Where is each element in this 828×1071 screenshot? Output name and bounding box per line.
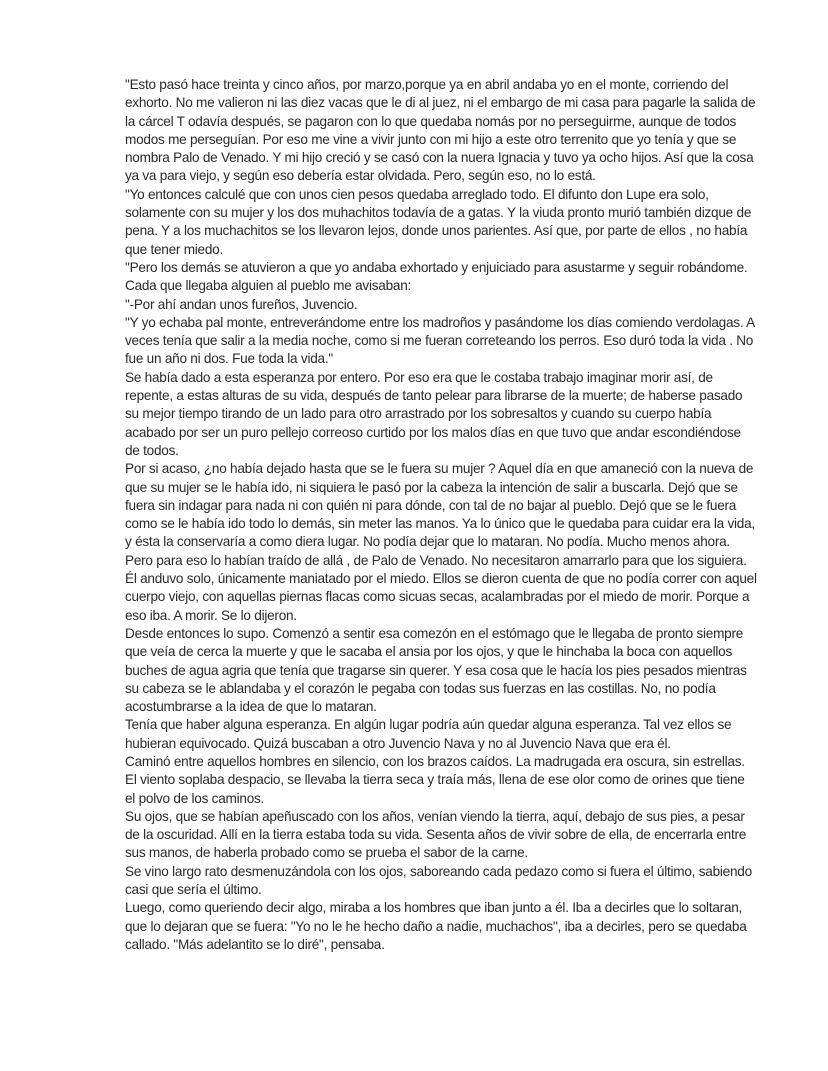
paragraph: Desde entonces lo supo. Comenzó a sentir esa comezón en el estómago que le llegaba de pronto siempre que veía de cerca la muerte y que le sacaba el ansia por los ojos, y que le hinchaba la boca con aquellos buches de agua agria que tenía que tragarse sin querer. Y esa cosa que le hacía los pies pesados mientras su cabeza se le ablandaba y el corazón le pegaba con todas sus fuerzas en las costillas. No, no podía acostumbrarse a la idea de que lo mataran. [125,625,747,715]
paragraph: "Pero los demás se atuvieron a que yo andaba exhortado y enjuiciado para asustarme y seguir robándome. Cada que llegaba alguien al pueblo me avisaban: [125,259,748,294]
document-page [125,76,757,954]
paragraph: Caminó entre aquellos hombres en silencio, con los brazos caídos. La madrugada era oscura, sin estrellas. El viento soplaba despacio, se llevaba la tierra seca y traía más, llena de ese olor como de orines que tiene el polvo de los caminos. [125,753,745,806]
paragraph: Por si acaso, ¿no había dejado hasta que se le fuera su mujer ? Aquel día en que amaneció con la nueva de que su mujer se le había ido, ni siquiera le pasó por la cabeza la intención de salir a buscarla. Dejó que se fuera sin indagar para nada ni con quién ni para dónde, con tal de no bajar al pueblo. Dejó que se le fuera como se le había ido todo lo demás, sin meter las manos. Ya lo único que le quedaba para cuidar era la vida, y ésta la conservaría a como diera lugar. No podía dejar que lo mataran. No podía. Mucho menos ahora. [125,461,755,550]
paragraph: "Y yo echaba pal monte, entreverándome entre los madroños y pasándome los días comiendo verdolagas. A veces tenía que salir a la media noche, como si me fueran correteando los perros. Eso duró toda la vida . No fue un año ni dos. Fue toda la vida." [125,314,755,367]
paragraph: Se había dado a esta esperanza por entero. Por eso era que le costaba trabajo imaginar morir así, de repente, a estas alturas de su vida, después de tanto pelear para librarse de la muerte; de haberse pasado su mejor tiempo tirando de un lado para otro arrastrado por los sobresaltos y cuando su cuerpo había acabado por ser un puro pellejo correoso curtido por los malos días en que tuvo que andar escondiéndose de todos. [125,369,743,458]
paragraph: "Esto pasó hace treinta y cinco años, por marzo,porque ya en abril andaba yo en el monte, corriendo del exhorto. No me valieron ni las diez vacas que le di al juez, ni el embargo de mi casa para pagarle la salida de la cárcel T odavía después, se pagaron con lo que quedaba nomás por no perseguirme, aunque de todos modos me perseguían. Por eso me vine a vivir junto con mi hijo a este otro terrenito que yo tenía y que se nombra Palo de Venado. Y mi hijo creció y se casó con la nuera Ignacia y tuvo ya ocho hijos. Así que la cosa ya va para viejo, y según eso debería estar olvidada. Pero, según eso, no lo está. [125,77,756,184]
paragraph: "-Por ahí andan unos fureños, Juvencio. [125,296,358,312]
paragraph: Su ojos, que se habían apeñuscado con los años, venían viendo la tierra, aquí, debajo de sus pies, a pesar de la oscuridad. Allí en la tierra estaba toda su vida. Sesenta años de vivir sobre de ella, de encerrarla entre sus manos, de haberla probado como se prueba el sabor de la carne. [125,808,747,861]
paragraph: Luego, como queriendo decir algo, miraba a los hombres que iban junto a él. Iba a decirles que lo soltaran, que lo dejaran que se fuera: "Yo no le he hecho daño a nadie, muchachos", iba a decirles, pero se quedaba callado. "Más adelantito se lo diré", pensaba. [125,900,747,952]
paragraph: "Yo entonces calculé que con unos cien pesos quedaba arreglado todo. El difunto don Lupe era solo, solamente con su mujer y los dos muhachitos todavía de a gatas. Y la viuda pronto murió también dizque de pena. Y a los muchachitos se los llevaron lejos, donde unos parientes. Así que, por parte de ellos , no había que tener miedo. [125,186,752,257]
paragraph: Se vino largo rato desmenuzándola con los ojos, saboreando cada pedazo como si fuera el último, sabiendo casi que sería el último. [125,863,752,898]
paragraph: Pero para eso lo habían traído de allá , de Palo de Venado. No necesitaron amarrarlo para que los siguiera. Él anduvo solo, únicamente maniatado por el miedo. Ellos se dieron cuenta de que no podía correr con aquel cuerpo viejo, con aquellas piernas flacas como sicuas secas, acalambradas por el miedo de morir. Porque a eso iba. A morir. Se lo dijeron. [125,552,757,623]
paragraph: Tenía que haber alguna esperanza. En algún lugar podría aún quedar alguna esperanza. Tal vez ellos se hubieran equivocado. Quizá buscaban a otro Juvencio Nava y no al Juvencio Nava que era él. [125,717,732,751]
